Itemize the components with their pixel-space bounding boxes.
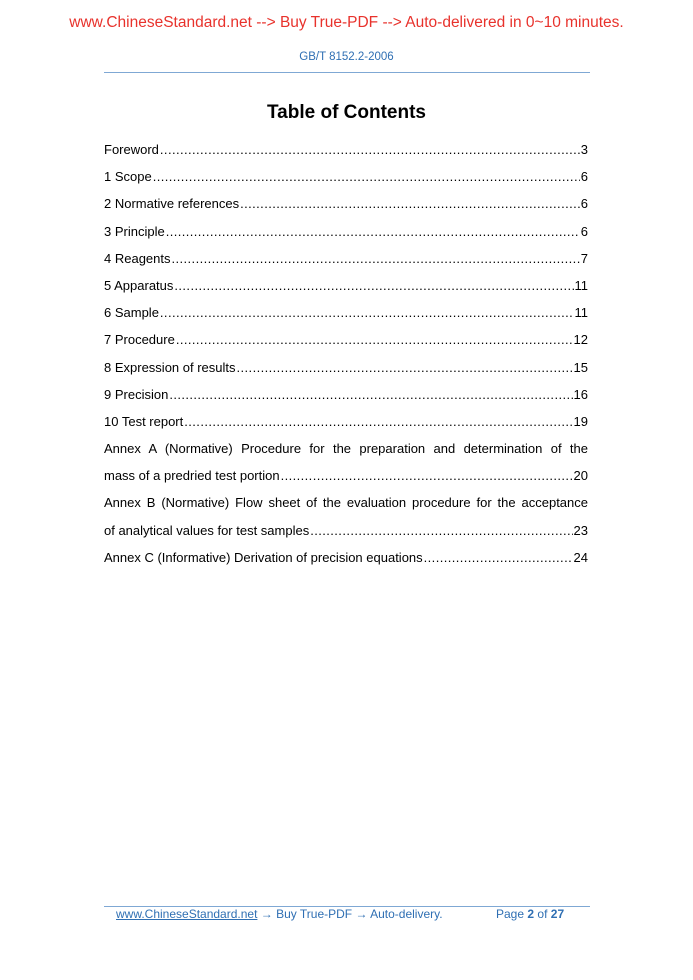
toc-entry-page: 24 [573,549,588,565]
toc-entry-foreword[interactable] [104,136,588,163]
toc-entry-page: 3 [580,142,588,157]
page-of: of [537,907,548,921]
toc-entry-label: Foreword [104,142,159,157]
toc-entry-page: 6 [580,196,588,212]
page-title: Table of Contents [266,102,427,123]
toc-leader-dots [166,218,580,245]
toc-entry-page: 16 [573,386,588,402]
toc-entry-label: 10 Test report [104,413,184,429]
header-divider [104,72,590,73]
toc-leader-dots [184,408,572,435]
toc-entry-normative-references[interactable] [104,190,588,217]
toc-leader-dots [172,245,580,272]
toc-entry-page: 19 [573,413,588,429]
toc-entry-page: 12 [573,332,588,348]
toc-leader-dots [160,136,580,163]
toc-entry-label: 9 Precision [104,386,169,402]
toc-entry-label: 2 Normative references [104,196,240,212]
toc-entry-label: 7 Procedure [104,332,175,348]
toc-leader-dots [310,517,572,544]
toc-leader-dots [240,190,580,217]
toc-entry-page: 6 [580,169,588,185]
toc-entry-label: 4 Reagents [104,250,171,266]
toc-entry-label: 8 Expression of results [104,359,236,375]
toc-entry-annex-a-line1[interactable]: Annex A (Normative) Procedure for the preparation and determination of the [104,441,588,457]
footer-text: → Buy True-PDF → Auto-delivery. [257,907,443,921]
footer-link[interactable]: www.ChineseStandard.net [116,907,258,921]
toc-entry-label: 6 Sample [104,305,159,321]
toc-entry-precision[interactable] [104,381,588,408]
promo-banner[interactable]: www.ChineseStandard.net --> Buy True-PDF --> Auto-delivered in 0~10 minutes. [69,14,624,31]
toc-entry-expression-of-results[interactable] [104,354,588,381]
toc-leader-dots [153,163,580,190]
toc-entry-scope[interactable] [104,163,588,190]
toc-entry-annex-c[interactable] [104,544,588,571]
toc-entry-annex-a-line2[interactable] [104,462,588,489]
toc-entry-procedure[interactable] [104,326,588,353]
table-of-contents [104,136,588,571]
toc-leader-dots [237,354,573,381]
toc-entry-annex-b-line1[interactable]: Annex B (Normative) Flow sheet of the evaluation procedure for the acceptance [104,495,588,511]
toc-entry-label: 3 Principle [104,223,165,239]
document-number: GB/T 8152.2-2006 [299,51,394,63]
page-indicator [496,907,564,921]
toc-entry-page: 11 [574,277,588,293]
toc-entry-label: Annex C (Informative) Derivation of precision equations [104,549,423,565]
toc-leader-dots [281,462,573,489]
toc-leader-dots [424,544,573,571]
toc-entry-page: 6 [580,223,588,239]
toc-entry-label: of analytical values for test samples [104,522,310,538]
toc-leader-dots [176,326,573,353]
toc-leader-dots [169,381,572,408]
toc-entry-page: 20 [573,468,588,484]
toc-entry-test-report[interactable] [104,408,588,435]
toc-entry-label: 1 Scope [104,169,152,185]
toc-leader-dots [174,272,573,299]
toc-entry-annex-b-line2[interactable] [104,517,588,544]
toc-entry-page: 15 [573,359,588,375]
toc-entry-sample[interactable] [104,299,588,326]
toc-entry-page: 7 [580,250,588,266]
toc-entry-principle[interactable] [104,218,588,245]
page-label: Page [496,907,525,921]
page-current: 2 [527,907,535,921]
footer [116,907,443,921]
toc-entry-label: 5 Apparatus [104,277,174,293]
toc-entry-label: mass of a predried test portion [104,468,280,484]
toc-entry-page: 23 [573,522,588,538]
toc-entry-page: 11 [574,305,588,321]
toc-entry-apparatus[interactable] [104,272,588,299]
page-total: 27 [550,907,565,921]
toc-leader-dots [160,299,574,326]
toc-entry-reagents[interactable] [104,245,588,272]
